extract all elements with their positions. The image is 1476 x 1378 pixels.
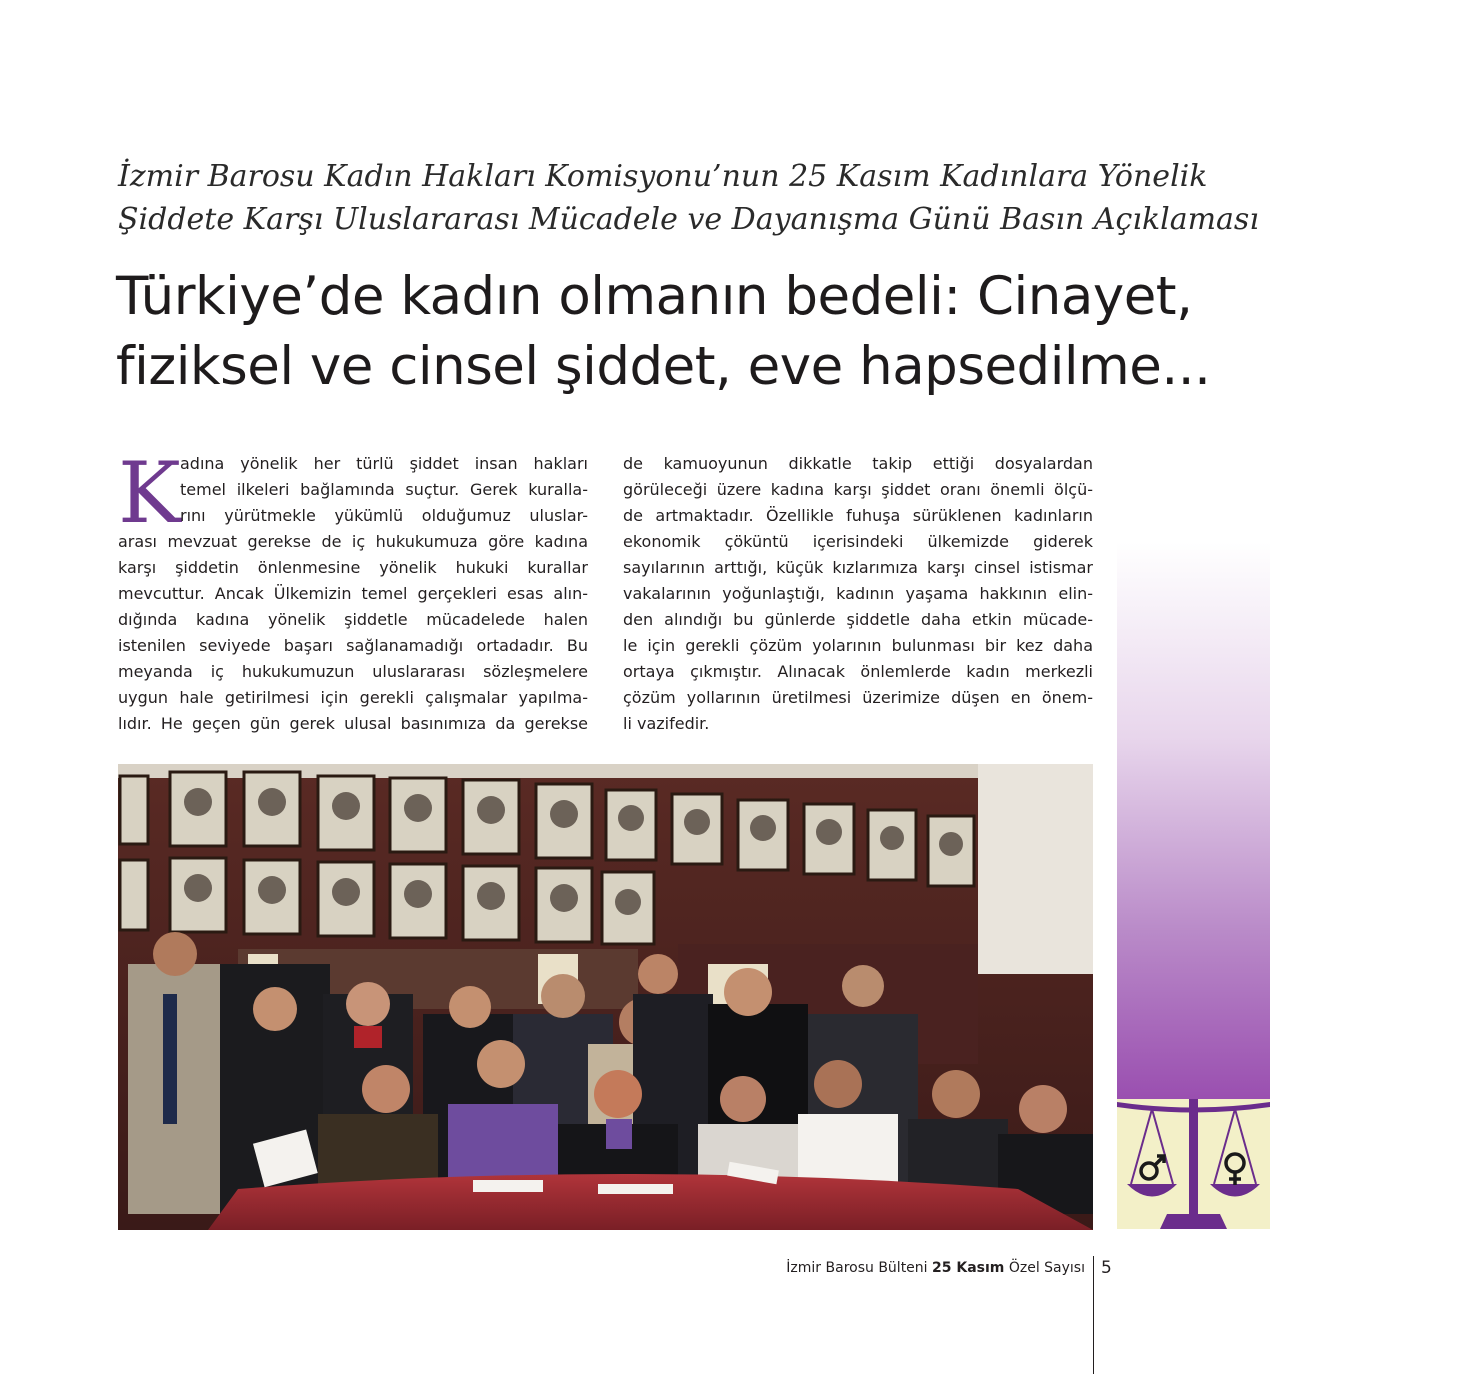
footer-publication-name: İzmir Barosu Bülteni — [786, 1260, 928, 1276]
col2-line: çözüm yollarının üretilmesi üzerimize düşen en önem- — [623, 688, 1093, 707]
scales-icon — [1117, 1099, 1270, 1229]
col1-line: meyanda iç hukukumuzun uluslararası sözleşmelere — [118, 662, 588, 681]
article-column-2 — [623, 451, 1093, 737]
subtitle-line-1: İzmir Barosu Kadın Hakları Komisyonu’nun 25 Kasım Kadınlara Yönelik — [118, 159, 1208, 194]
col2-line: de artmaktadır. Özellikle fuhuşa sürüklenen kadınların — [623, 506, 1093, 525]
col1-line: mevcuttur. Ancak Ülkemizin temel gerçekleri esas alın- — [118, 584, 588, 603]
col2-line: görüleceği üzere kadına karşı şiddet oranı önemli ölçü- — [623, 480, 1093, 499]
article-headline — [116, 262, 1296, 402]
subtitle-line-2: Şiddete Karşı Uluslararası Mücadele ve Dayanışma Günü Basın Açıklaması — [118, 202, 1259, 237]
headline-line-2: fiziksel ve cinsel şiddet, eve hapsedilme... — [116, 336, 1211, 397]
col1-line: arası mevzuat gerekse de iç hukukumuza göre kadına — [118, 532, 588, 551]
col1-line: rını yürütmekle yükümlü olduğumuz uluslar- — [180, 506, 588, 525]
gender-scales-emblem — [1117, 1099, 1270, 1229]
col1-line: dığında kadına yönelik şiddetle mücadelede halen — [118, 610, 588, 629]
col2-line: de kamuoyunun dikkatle takip ettiği dosyalardan — [623, 454, 1093, 473]
footer-issue-bold: 25 Kasım — [932, 1260, 1005, 1276]
footer-divider — [1093, 1256, 1094, 1374]
col2-line: den alındığı bu günlerde şiddetle daha etkin mücade- — [623, 610, 1093, 629]
page-number: 5 — [1101, 1258, 1112, 1278]
purple-gradient-sidebar — [1117, 542, 1270, 1099]
col1-line: adına yönelik her türlü şiddet insan hakları — [180, 454, 588, 473]
col1-line: istenilen seviyede başarı sağlanamadığı ortadadır. Bu — [118, 636, 588, 655]
group-photo — [118, 764, 1093, 1230]
col1-line: temel ilkeleri bağlamında suçtur. Gerek kuralla- — [180, 480, 588, 499]
col1-line: uygun hale getirilmesi için gerekli çalışmalar yapılma- — [118, 688, 588, 707]
col2-line: sayılarının arttığı, küçük kızlarımıza karşı cinsel istismar — [623, 558, 1093, 577]
footer-publication — [780, 1260, 1085, 1276]
headline-line-1: Türkiye’de kadın olmanın bedeli: Cinayet, — [116, 266, 1193, 327]
col2-line: ortaya çıkmıştır. Alınacak önlemlerde kadın merkezli — [623, 662, 1093, 681]
col1-line: lıdır. He geçen gün gerek ulusal basınımıza da gerekse — [118, 714, 588, 733]
col2-line: vakalarının yoğunlaştığı, kadının yaşama hakkının elin- — [623, 584, 1093, 603]
group-photo-illustration — [118, 764, 1093, 1230]
col2-line: ekonomik çöküntü içerisindeki ülkemizde giderek — [623, 532, 1093, 551]
article-column-1 — [118, 444, 588, 737]
col2-line: li vazifedir. — [623, 714, 710, 733]
col1-line: karşı şiddetin önlenmesine yönelik hukuki kurallar — [118, 558, 588, 577]
col2-line: le için gerekli çözüm yolarının bulunması bir kez daha — [623, 636, 1093, 655]
drop-cap: K — [118, 444, 181, 542]
footer-issue-suffix: Özel Sayısı — [1008, 1260, 1085, 1276]
press-release-subtitle — [118, 155, 1258, 241]
